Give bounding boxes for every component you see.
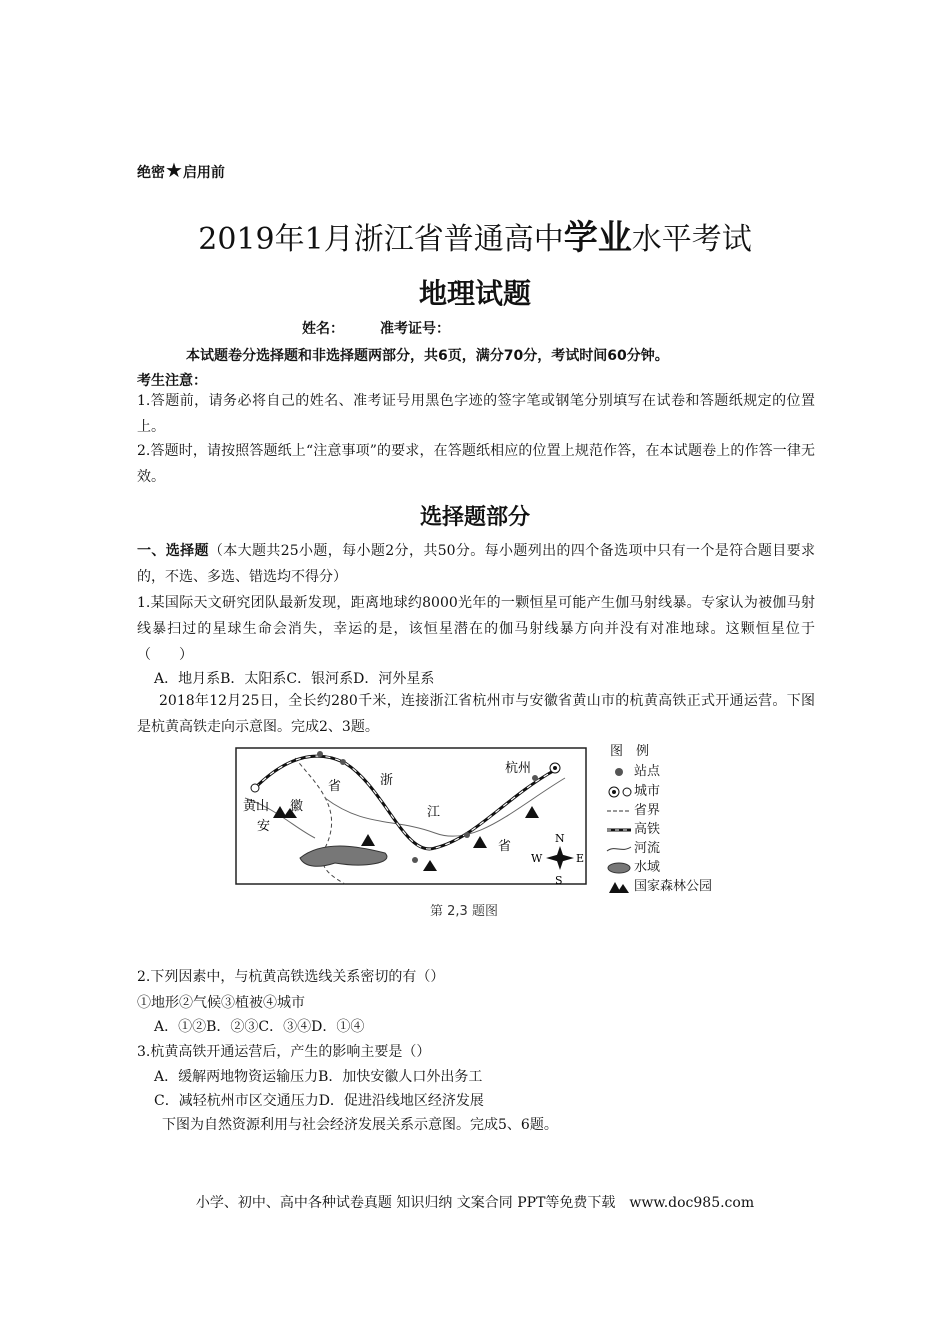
label-hui: 徽 [290,799,304,814]
label-zhe: 浙 [380,773,394,788]
compass-s: S [555,874,563,887]
notice-item-2: 2.答题时，请按照答题纸上“注意事项”的要求，在答题纸相应的位置上规范作答，在本试题卷上的作答一律无效。 [137,443,815,485]
station-icon [606,765,632,779]
city-huangshan [251,784,259,792]
label-sheng2: 省 [498,839,512,854]
city-hangzhou-dot [553,766,557,770]
forest-park-icon [473,836,487,848]
compass-w: W [531,852,543,865]
name-label: 姓名： [302,321,344,337]
question-3-options-1: A．缓解两地物资运输压力B．加快安徽人口外出务工 [154,1069,483,1085]
legend-border: 省界 [606,799,660,818]
confidential-mark: 绝密★启用前 [137,158,225,182]
station [464,832,470,838]
border-icon [606,804,632,818]
river-icon [606,842,632,856]
rail-icon [606,823,632,837]
station [412,857,418,863]
label-an: 安 [257,819,271,834]
exam-title: 2019年1月浙江省普通高中学业水平考试 [198,218,752,258]
candidate-info-row [302,318,486,338]
compass-icon [546,846,574,870]
label-sheng1: 省 [328,779,342,794]
legend-title: 图 例 [610,744,650,759]
id-label: 准考证号： [380,321,450,337]
station [317,751,323,757]
context-5-6: 下图为自然资源利用与社会经济发展关系示意图。完成5、6题。 [162,1117,558,1133]
page-footer: 小学、初中、高中各种试卷真题 知识归纳 文案合同 PPT等免费下载 www.doc985.com [195,1195,755,1211]
label-huangshan: 黄山 [243,799,270,814]
railway-route-map [235,738,590,888]
notice-item-1: 1.答题前，请务必将自己的姓名、准考证号用黑色字迹的签字笔或钢笔分别填写在试卷和答题纸规定的位置上。 [137,393,815,435]
notice-title: 考生注意： [137,373,207,389]
forest-park-icon [606,880,632,894]
question-2-options: A．①②B．②③C．③④D．①④ [154,1019,365,1035]
label-jiang: 江 [427,805,441,820]
question-3-options-2: C．减轻杭州市区交通压力D．促进沿线地区经济发展 [154,1093,484,1109]
section-title: 选择题部分 [419,505,530,530]
legend-water: 水域 [606,856,660,875]
question-2-items: ①地形②气候③植被④城市 [137,995,305,1011]
label-hangzhou: 杭州 [505,761,532,776]
map-caption: 第 2,3 题图 [430,904,498,919]
forest-park-icon [361,834,375,846]
question-1-text: 1.某国际天文研究团队最新发现，距离地球约8000光年的一颗恒星可能产生伽马射线暴。专家认为被伽马射线暴扫过的星球生命会消失，幸运的是，该恒星潜在的伽马射线暴方向并没有对准地球。这颗恒星位于（ ） [137,595,815,663]
question-1-options: A．地月系B．太阳系C．银河系D．河外星系 [154,671,435,687]
station [340,759,346,765]
legend-station: 站点 [606,760,660,779]
part-instructions: 一、选择题（本大题共25小题，每小题2分，共50分。每小题列出的四个备选项中只有一个是符合题目要求的，不选、多选、错选均不得分） [137,543,815,585]
compass-n: N [555,832,565,845]
context-2-3: 2018年12月25日，全长约280千米，连接浙江省杭州市与安徽省黄山市的杭黄高铁正式开通运营。下图是杭黄高铁走向示意图。完成2、3题。 [137,693,815,735]
legend-river: 河流 [606,837,660,856]
station [532,775,538,781]
question-3-text: 3.杭黄高铁开通运营后，产生的影响主要是（） [137,1044,431,1060]
legend-forest: 国家森林公园 [606,875,712,894]
compass-e: E [576,852,585,865]
forest-park-icon [525,806,539,818]
water-area [300,846,387,866]
forest-park-icon [423,860,437,871]
water-icon [606,861,632,875]
exam-intro: 本试题卷分选择题和非选择题两部分，共6页，满分70分，考试时间60分钟。 [186,348,669,364]
subject-title: 地理试题 [418,277,531,310]
legend-city: 城市 [606,780,660,799]
question-2-text: 2.下列因素中，与杭黄高铁选线关系密切的有（） [137,969,445,985]
city-icon [606,785,632,799]
legend-rail: 高铁 [606,818,660,837]
